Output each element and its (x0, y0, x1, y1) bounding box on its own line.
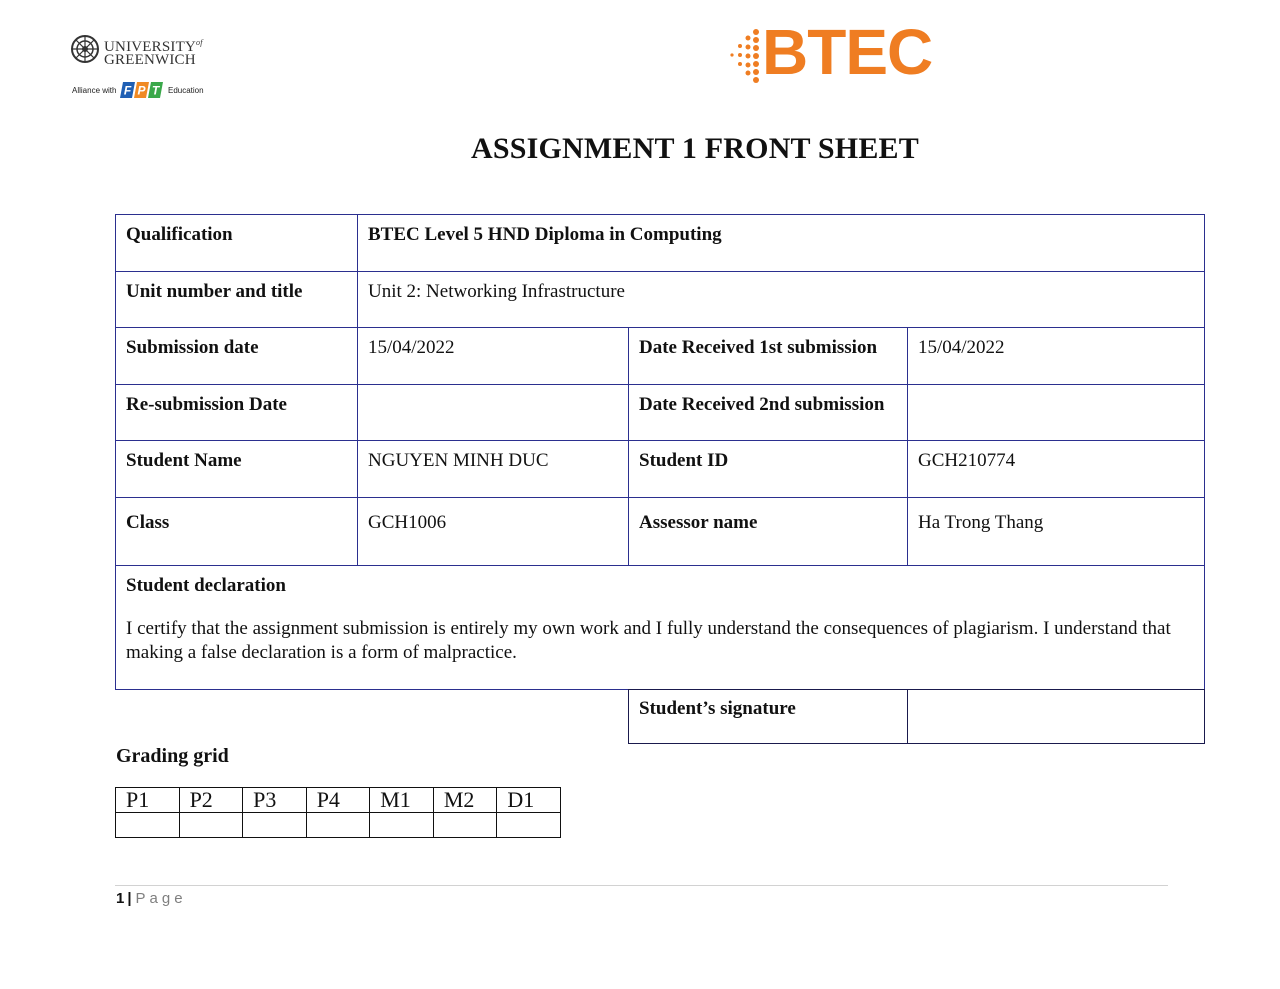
university-logo (70, 34, 210, 68)
grade-value-m2 (433, 813, 497, 838)
submission-date-value: 15/04/2022 (358, 328, 629, 385)
grading-header-row (116, 788, 561, 813)
grade-value-p4 (306, 813, 370, 838)
grade-header-m2: M2 (433, 788, 497, 813)
student-name-label: Student Name (116, 441, 358, 498)
signature-table (628, 689, 1205, 744)
signature-value (908, 690, 1205, 744)
fpt-logo-icon (120, 80, 166, 100)
received-2nd-value (908, 385, 1205, 441)
btec-logo (724, 16, 933, 88)
resubmission-label: Re-submission Date (116, 385, 358, 441)
btec-dots-icon (724, 28, 762, 84)
assessor-label: Assessor name (629, 498, 908, 566)
grade-header-p2: P2 (179, 788, 243, 813)
grade-header-m1: M1 (370, 788, 434, 813)
qualification-label: Qualification (116, 215, 358, 272)
fpt-letter-f: F (123, 83, 132, 98)
row-class (116, 498, 1205, 566)
signature-label: Student’s signature (629, 690, 908, 744)
grade-value-p1 (116, 813, 180, 838)
grading-grid-title: Grading grid (116, 745, 229, 767)
row-submission (116, 328, 1205, 385)
fpt-alliance-logo (72, 80, 212, 102)
page-separator: | (127, 890, 132, 907)
row-student (116, 441, 1205, 498)
page-word: Page (135, 890, 187, 907)
declaration-text: I certify that the assignment submission is entirely my own work and I fully understand the consequences of plagiarism. I understand that making a false declaration is a form of malpractice. (126, 618, 1171, 663)
received-1st-label: Date Received 1st submission (629, 328, 908, 385)
grade-header-p1: P1 (116, 788, 180, 813)
grading-value-row (116, 813, 561, 838)
received-2nd-label: Date Received 2nd submission (629, 385, 908, 441)
unit-label: Unit number and title (116, 272, 358, 328)
class-value: GCH1006 (358, 498, 629, 566)
alliance-text: Alliance with (72, 86, 117, 95)
unit-value: Unit 2: Networking Infrastructure (358, 272, 1205, 328)
education-text: Education (168, 86, 204, 95)
student-id-value: GCH210774 (908, 441, 1205, 498)
grading-grid (115, 787, 561, 838)
grade-value-m1 (370, 813, 434, 838)
grade-value-p2 (179, 813, 243, 838)
page-number: 1 (116, 890, 125, 907)
page-footer (116, 890, 187, 907)
university-name: $UNIVERSITY^{of}$ GREENWICH (104, 38, 203, 68)
fpt-letter-t: T (151, 83, 160, 98)
received-1st-value: 15/04/2022 (908, 328, 1205, 385)
fpt-letter-p: P (137, 83, 146, 98)
row-declaration (116, 566, 1205, 690)
university-seal-icon (70, 34, 100, 64)
grade-header-p4: P4 (306, 788, 370, 813)
grade-value-d1 (497, 813, 561, 838)
grade-value-p3 (243, 813, 307, 838)
resubmission-value (358, 385, 629, 441)
declaration-heading: Student declaration (126, 575, 286, 596)
row-resubmission (116, 385, 1205, 441)
qualification-value: BTEC Level 5 HND Diploma in Computing (358, 215, 1205, 272)
btec-wordmark: BTEC (762, 16, 933, 88)
class-label: Class (116, 498, 358, 566)
page-title: ASSIGNMENT 1 FRONT SHEET (471, 132, 919, 165)
grade-header-p3: P3 (243, 788, 307, 813)
student-name-value: NGUYEN MINH DUC (358, 441, 629, 498)
front-sheet-table (115, 214, 1205, 690)
grade-header-d1: D1 (497, 788, 561, 813)
declaration-cell (116, 566, 1205, 690)
footer-divider (115, 885, 1168, 886)
row-unit (116, 272, 1205, 328)
row-qualification (116, 215, 1205, 272)
assessor-value: Ha Trong Thang (908, 498, 1205, 566)
submission-date-label: Submission date (116, 328, 358, 385)
student-id-label: Student ID (629, 441, 908, 498)
